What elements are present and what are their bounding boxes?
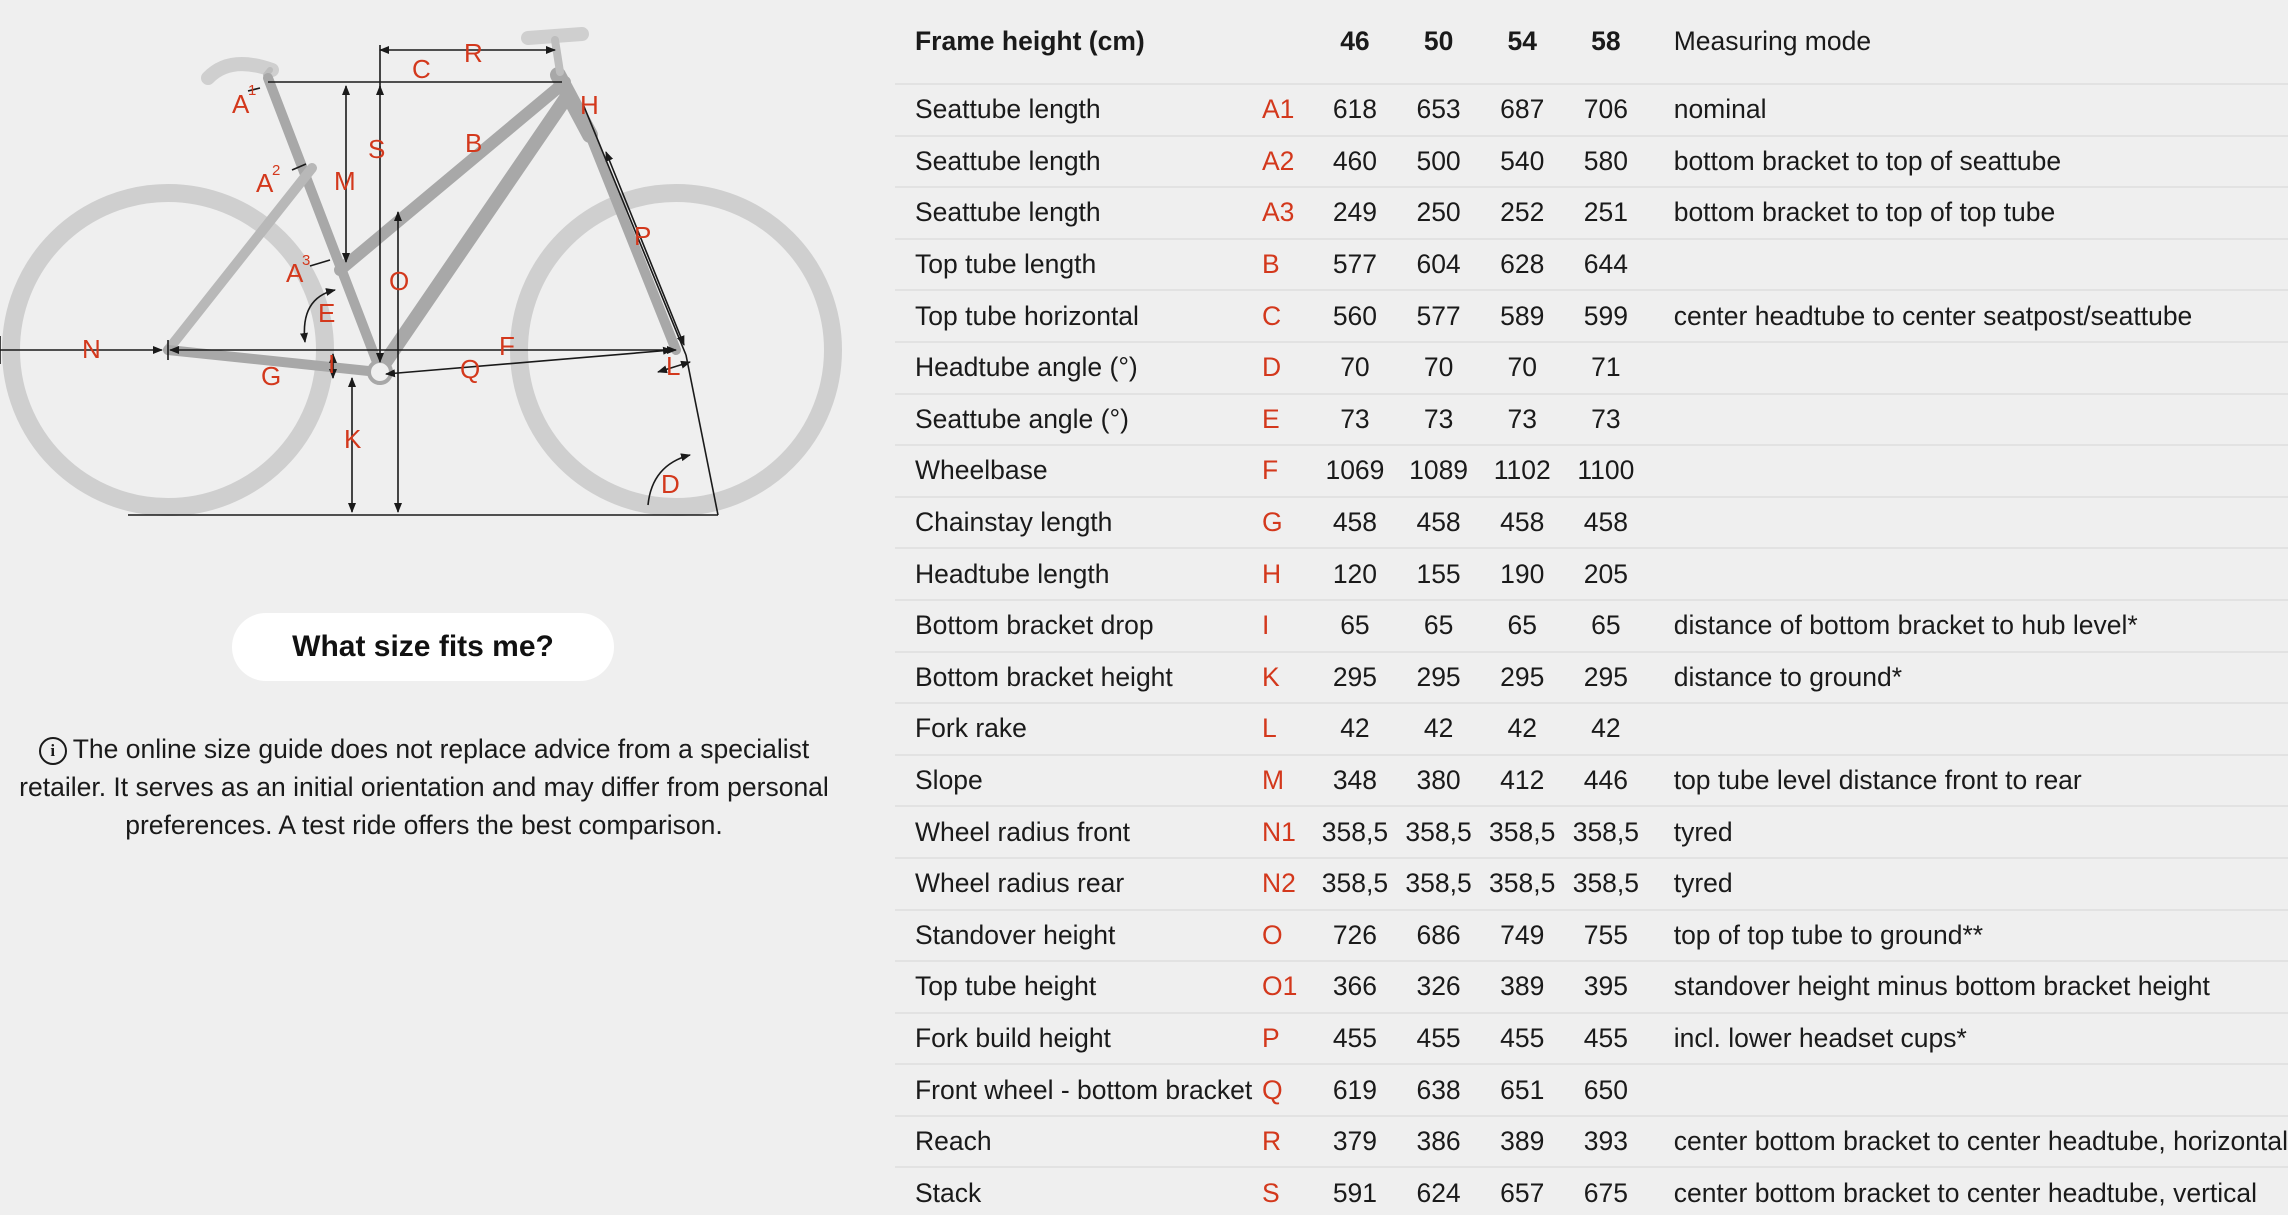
row-value-46: 591 <box>1332 1177 1378 1208</box>
row-name: Chainstay length <box>915 507 1113 538</box>
label-l: L <box>666 351 681 381</box>
table-row <box>895 1167 2288 1215</box>
table-row <box>895 136 2288 188</box>
row-value-50: 1089 <box>1409 455 1469 486</box>
row-value-50: 358,5 <box>1405 868 1472 899</box>
row-name: Top tube length <box>915 249 1097 280</box>
row-value-46: 42 <box>1340 713 1370 744</box>
row-value-58: 446 <box>1583 765 1628 796</box>
geometry-panel <box>0 0 870 1215</box>
row-name: Bottom bracket height <box>915 661 1173 692</box>
row-value-54: 70 <box>1507 352 1537 383</box>
row-name: Stack <box>915 1177 982 1208</box>
label-c: C <box>412 54 431 84</box>
row-code: N2 <box>1261 868 1296 899</box>
row-value-58: 393 <box>1583 1126 1628 1157</box>
table-row <box>895 703 2288 755</box>
row-value-54: 458 <box>1500 507 1545 538</box>
row-value-46: 295 <box>1332 661 1378 692</box>
row-name: Seattube length <box>915 145 1101 176</box>
row-value-46: 1069 <box>1325 455 1385 486</box>
row-value-54: 65 <box>1507 610 1537 641</box>
table-row <box>895 600 2288 652</box>
row-name: Reach <box>915 1126 992 1157</box>
row-value-54: 749 <box>1500 919 1545 950</box>
row-code: B <box>1261 249 1280 280</box>
row-value-50: 380 <box>1416 765 1461 796</box>
label-b: B <box>465 128 483 158</box>
row-code: H <box>1261 558 1282 589</box>
row-value-58: 71 <box>1591 352 1621 383</box>
label-a1: A <box>232 89 250 119</box>
row-code: N1 <box>1261 816 1296 847</box>
row-value-50: 358,5 <box>1405 816 1472 847</box>
row-measuring-mode <box>1648 394 2288 446</box>
row-code: E <box>1261 403 1280 434</box>
row-value-50: 577 <box>1416 300 1461 331</box>
row-value-46: 358,5 <box>1321 816 1389 847</box>
label-s: S <box>368 134 386 164</box>
row-value-46: 577 <box>1332 249 1378 280</box>
row-value-50: 686 <box>1416 919 1461 950</box>
row-value-50: 638 <box>1416 1074 1461 1105</box>
row-value-54: 412 <box>1500 765 1545 796</box>
row-code: O1 <box>1261 971 1298 1002</box>
table-row <box>895 1116 2288 1168</box>
row-name: Headtube length <box>915 558 1110 589</box>
table-row <box>895 497 2288 549</box>
row-value-46: 560 <box>1332 300 1378 331</box>
row-value-50: 326 <box>1416 971 1461 1002</box>
size-guide-note <box>18 730 830 844</box>
row-measuring-mode <box>1648 548 2288 600</box>
label-a3: A <box>286 258 304 288</box>
table-row <box>895 290 2288 342</box>
row-value-58: 1100 <box>1577 455 1635 486</box>
row-value-58: 251 <box>1583 197 1628 228</box>
table-row <box>895 806 2288 858</box>
row-value-54: 455 <box>1500 1022 1545 1053</box>
row-measuring-mode: center bottom bracket to center headtube, horizontal <box>1673 1126 2288 1157</box>
size-guide-note-text: The online size guide does not replace advice from a specialist retailer. It serves as an initial orientation and may differ from personal preferences. A test ride offers the best comparison. <box>19 734 829 840</box>
row-value-46: 458 <box>1332 507 1378 538</box>
row-value-46: 73 <box>1340 403 1370 434</box>
row-name: Seattube length <box>915 197 1101 228</box>
row-name: Slope <box>915 765 983 796</box>
row-code: O <box>1261 919 1283 950</box>
row-value-54: 389 <box>1500 1126 1545 1157</box>
row-value-46: 358,5 <box>1321 868 1389 899</box>
row-code: F <box>1261 455 1279 486</box>
row-value-58: 295 <box>1583 661 1628 692</box>
row-name: Top tube height <box>915 971 1097 1002</box>
row-measuring-mode <box>1648 445 2288 497</box>
label-i: I <box>328 349 336 379</box>
row-value-58: 706 <box>1583 94 1628 125</box>
row-measuring-mode: distance to ground* <box>1673 661 1903 692</box>
row-value-50: 458 <box>1416 507 1461 538</box>
header-size-46: 46 <box>1340 26 1370 56</box>
row-measuring-mode: top of top tube to ground** <box>1673 919 1984 950</box>
row-value-58: 644 <box>1583 249 1628 280</box>
row-measuring-mode <box>1648 239 2288 291</box>
row-value-58: 73 <box>1591 403 1621 434</box>
row-measuring-mode: center headtube to center seatpost/seattube <box>1673 300 2193 331</box>
row-name: Headtube angle (°) <box>915 352 1138 383</box>
table-row <box>895 548 2288 600</box>
row-name: Bottom bracket drop <box>915 610 1154 641</box>
row-value-50: 455 <box>1416 1022 1461 1053</box>
row-value-58: 42 <box>1591 713 1621 744</box>
table-row <box>895 187 2288 239</box>
row-value-46: 65 <box>1340 610 1370 641</box>
table-header-row <box>895 0 2288 84</box>
label-m: M <box>334 166 356 196</box>
label-a2: A <box>256 168 274 198</box>
header-frame-height: Frame height (cm) <box>915 26 1145 56</box>
row-code: R <box>1261 1126 1282 1157</box>
row-value-46: 249 <box>1332 197 1378 228</box>
row-value-50: 500 <box>1416 145 1461 176</box>
row-value-50: 604 <box>1416 249 1461 280</box>
row-measuring-mode: nominal <box>1673 94 1767 125</box>
bike-geometry-diagram <box>0 0 870 580</box>
row-name: Wheel radius front <box>915 816 1131 847</box>
row-code: I <box>1261 610 1270 641</box>
row-value-46: 379 <box>1332 1126 1378 1157</box>
row-code: A1 <box>1261 94 1295 125</box>
row-value-50: 653 <box>1416 94 1461 125</box>
row-value-58: 580 <box>1583 145 1628 176</box>
row-value-46: 120 <box>1332 558 1378 589</box>
table-row <box>895 858 2288 910</box>
row-value-50: 250 <box>1416 197 1461 228</box>
row-value-54: 358,5 <box>1489 816 1556 847</box>
geometry-table <box>895 0 2288 1215</box>
row-value-46: 366 <box>1332 971 1378 1002</box>
row-value-54: 687 <box>1500 94 1545 125</box>
table-row <box>895 910 2288 962</box>
row-measuring-mode <box>1648 342 2288 394</box>
row-value-50: 386 <box>1416 1126 1461 1157</box>
table-row <box>895 755 2288 807</box>
row-name: Fork rake <box>915 713 1027 744</box>
header-code <box>1262 0 1313 84</box>
label-e: E <box>318 298 336 328</box>
row-name: Wheel radius rear <box>915 868 1125 899</box>
label-a3-sup: 3 <box>302 252 311 269</box>
geometry-table-container <box>895 0 2288 1215</box>
row-value-58: 358,5 <box>1572 868 1640 899</box>
row-name: Front wheel - bottom bracket <box>915 1074 1253 1105</box>
row-value-54: 657 <box>1500 1177 1545 1208</box>
label-p: P <box>634 221 652 251</box>
row-code: A3 <box>1261 197 1295 228</box>
row-value-58: 599 <box>1583 300 1628 331</box>
row-name: Fork build height <box>915 1022 1111 1053</box>
row-value-54: 651 <box>1500 1074 1545 1105</box>
row-value-54: 628 <box>1500 249 1545 280</box>
label-a1-sup: 1 <box>248 82 257 99</box>
row-value-54: 589 <box>1500 300 1545 331</box>
row-value-50: 65 <box>1423 610 1454 641</box>
row-value-46: 455 <box>1332 1022 1378 1053</box>
row-code: D <box>1261 352 1282 383</box>
table-row <box>895 394 2288 446</box>
row-measuring-mode <box>1648 703 2288 755</box>
row-code: Q <box>1261 1074 1283 1105</box>
row-code: G <box>1261 507 1283 538</box>
row-measuring-mode: top tube level distance front to rear <box>1673 765 2082 796</box>
row-value-58: 358,5 <box>1572 816 1640 847</box>
row-value-46: 70 <box>1340 352 1370 383</box>
row-measuring-mode: standover height minus bottom bracket height <box>1673 971 2210 1002</box>
row-value-54: 190 <box>1500 558 1545 589</box>
row-measuring-mode: tyred <box>1673 868 1733 899</box>
row-value-58: 755 <box>1583 919 1628 950</box>
row-value-46: 460 <box>1332 145 1378 176</box>
row-value-50: 70 <box>1423 352 1454 383</box>
row-value-54: 389 <box>1500 971 1545 1002</box>
row-code: P <box>1261 1022 1280 1053</box>
row-measuring-mode <box>1648 1064 2288 1116</box>
table-row <box>895 1064 2288 1116</box>
row-value-46: 726 <box>1332 919 1378 950</box>
row-value-54: 358,5 <box>1489 868 1556 899</box>
header-measuring-mode: Measuring mode <box>1673 26 1872 56</box>
table-row <box>895 652 2288 704</box>
row-value-54: 1102 <box>1493 455 1551 486</box>
table-row <box>895 1013 2288 1065</box>
label-f: F <box>499 331 515 361</box>
table-row <box>895 239 2288 291</box>
table-row <box>895 961 2288 1013</box>
row-code: L <box>1261 713 1277 744</box>
header-size-58: 58 <box>1591 26 1621 56</box>
row-value-54: 295 <box>1500 661 1545 692</box>
header-size-54: 54 <box>1507 26 1537 56</box>
row-value-50: 73 <box>1423 403 1454 434</box>
row-name: Standover height <box>915 919 1116 950</box>
row-value-58: 650 <box>1583 1074 1628 1105</box>
row-value-58: 65 <box>1591 610 1621 641</box>
row-measuring-mode <box>1648 497 2288 549</box>
row-value-50: 295 <box>1416 661 1461 692</box>
row-value-58: 675 <box>1583 1177 1628 1208</box>
row-code: C <box>1261 300 1282 331</box>
row-measuring-mode: bottom bracket to top of top tube <box>1673 197 2056 228</box>
row-measuring-mode: bottom bracket to top of seattube <box>1673 145 2062 176</box>
header-size-50: 50 <box>1423 26 1454 56</box>
what-size-fits-me-button[interactable]: What size fits me? <box>232 613 614 681</box>
label-a2-sup: 2 <box>272 162 281 179</box>
diagram-labels <box>82 38 680 499</box>
row-value-50: 155 <box>1416 558 1461 589</box>
table-row <box>895 84 2288 136</box>
row-code: K <box>1261 661 1280 692</box>
row-name: Seattube length <box>915 94 1101 125</box>
label-q: Q <box>460 354 481 384</box>
row-value-50: 624 <box>1416 1177 1461 1208</box>
row-measuring-mode: center bottom bracket to center headtube, vertical <box>1673 1177 2258 1208</box>
row-value-50: 42 <box>1423 713 1454 744</box>
table-row <box>895 445 2288 497</box>
label-o: O <box>389 266 410 296</box>
row-value-58: 455 <box>1583 1022 1628 1053</box>
label-h: H <box>580 90 599 120</box>
info-icon: i <box>39 737 67 765</box>
label-d: D <box>661 469 680 499</box>
row-value-46: 619 <box>1332 1074 1378 1105</box>
row-value-54: 252 <box>1500 197 1545 228</box>
row-value-54: 73 <box>1507 403 1537 434</box>
row-code: A2 <box>1261 145 1295 176</box>
row-measuring-mode: incl. lower headset cups* <box>1673 1022 1967 1053</box>
row-name: Seattube angle (°) <box>915 403 1129 434</box>
label-g: G <box>261 361 282 391</box>
table-row <box>895 342 2288 394</box>
row-measuring-mode: tyred <box>1673 816 1733 847</box>
row-code: M <box>1261 765 1285 796</box>
label-n: N <box>82 334 101 364</box>
row-value-58: 458 <box>1583 507 1628 538</box>
row-value-54: 540 <box>1500 145 1545 176</box>
row-code: S <box>1261 1177 1280 1208</box>
row-value-58: 395 <box>1583 971 1628 1002</box>
row-value-58: 205 <box>1583 558 1628 589</box>
row-measuring-mode: distance of bottom bracket to hub level* <box>1673 610 2138 641</box>
row-value-46: 348 <box>1332 765 1378 796</box>
row-value-54: 42 <box>1507 713 1537 744</box>
label-r: R <box>464 38 483 68</box>
row-name: Top tube horizontal <box>915 300 1139 331</box>
row-value-46: 618 <box>1332 94 1378 125</box>
row-name: Wheelbase <box>915 455 1048 486</box>
label-k: K <box>344 424 362 454</box>
